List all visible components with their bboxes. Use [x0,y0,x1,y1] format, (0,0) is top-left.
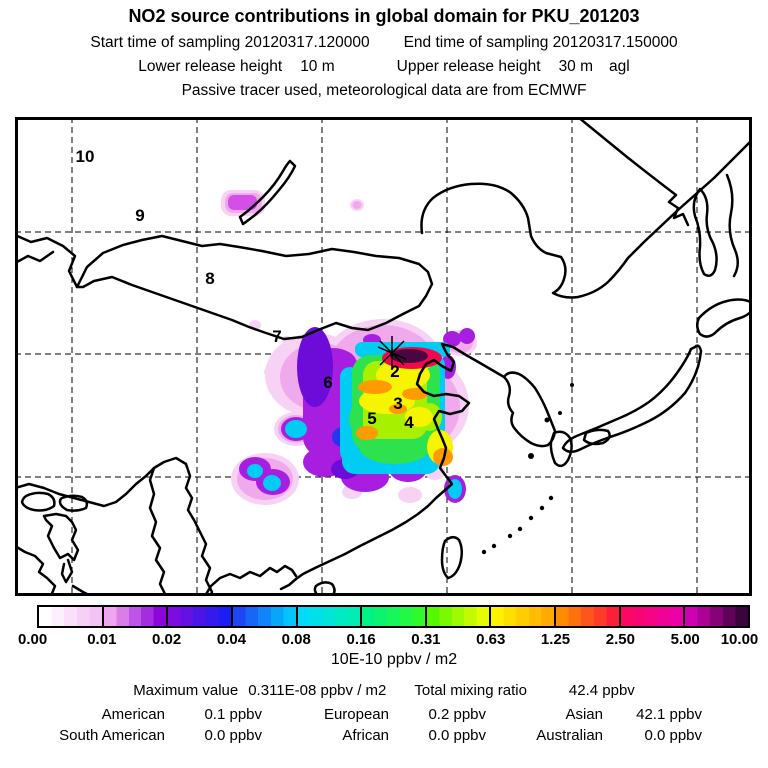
stat-label: African [342,727,389,744]
region-label-9: 9 [135,206,145,225]
release-heights-line [0,58,768,76]
colorbar-unit: 10E-10 ppbv / m2 [330,651,458,668]
small-islands [482,383,574,554]
colorbar-segment-4 [296,607,361,626]
colorbar-tick-1.25: 1.25 [540,631,571,648]
region-label-8: 8 [205,269,215,288]
stats-summary-line [0,682,768,699]
sampling-times-line [0,34,768,52]
total-mixing-value: 42.4 ppbv [568,682,635,699]
total-mixing-label: Total mixing ratio [414,682,527,699]
vietnam-border [205,566,296,596]
okhotsk-coast [578,117,688,225]
stat-value: 0.0 ppbv [428,727,486,744]
colorbar-tick-0.00: 0.00 [18,631,48,648]
region-label-6: 6 [323,373,333,392]
colorbar-tick-5.00: 5.00 [670,631,700,648]
honshu-island [563,346,701,452]
stat-label: Asian [565,706,603,723]
stat-label: American [101,706,165,723]
stat-label: South American [59,727,165,744]
colorbar-tick-0.31: 0.31 [411,631,441,648]
map-panel [15,117,752,596]
stat-value: 0.0 ppbv [204,727,262,744]
myanmar-border [150,468,166,596]
colorbar-segment-3 [231,607,296,626]
stat-label: European [323,706,389,723]
region-label-10: 10 [75,147,95,166]
colorbar-tick-0.04: 0.04 [216,631,247,648]
colorbar-tick-2.50: 2.50 [605,631,635,648]
colorbar-segment-10 [683,607,748,626]
stat-value: 0.2 ppbv [428,706,486,723]
bangladesh-coast [62,560,72,582]
max-value-label: Maximum value [133,682,239,699]
stats-contributions-table [15,706,702,744]
region-label-4: 4 [404,413,414,432]
stat-value: 42.1 ppbv [636,706,702,723]
colorbar-segment-8 [554,607,619,626]
tracer-line: Passive tracer used, meteorological data are from ECMWF [181,82,587,99]
taiwan-island [442,537,462,578]
max-value: 0.311E-08 ppbv / m2 [248,682,387,699]
colorbar-tick-0.08: 0.08 [281,631,311,648]
colorbar-segment-2 [166,607,231,626]
region-label-5: 5 [367,409,377,428]
upper-release-label: Upper release height [396,58,541,75]
upper-release-value: 30 m [558,58,594,75]
lower-release-value: 10 m [300,58,335,75]
stat-label: Australian [536,727,603,744]
stat-value: 0.1 ppbv [204,706,262,723]
agl-text: agl [609,58,630,75]
region-label-7: 7 [272,327,282,346]
colorbar-tick-10.00: 10.00 [720,631,759,648]
colorbar-segment-9 [619,607,684,626]
amur-border [421,140,752,298]
colorbar-tick-labels [18,631,759,649]
sakhalin-east-strand [727,175,738,276]
stat-value: 0.0 ppbv [644,727,702,744]
hokkaido-island [697,300,752,337]
page-title: NO2 source contributions in global domain for PKU_201203 [128,6,640,26]
colorbar-tick-0.01: 0.01 [87,631,117,648]
korea-peninsula [504,373,555,447]
region-label-3: 3 [393,394,403,413]
colorbar [37,605,750,628]
nepal-border [22,493,54,511]
start-time-text: Start time of sampling 20120317.120000 [90,34,370,51]
colorbar-segment-6 [425,607,490,626]
colorbar-tick-0.63: 0.63 [476,631,506,648]
colorbar-segment-0 [39,607,102,626]
colorbar-segment-7 [489,607,554,626]
border-west-lines2 [15,252,53,263]
colorbar-segment-1 [102,607,167,626]
colorbar-tick-0.16: 0.16 [346,631,376,648]
region-label-2: 2 [390,362,400,381]
end-time-text: End time of sampling 20120317.150000 [403,34,678,51]
colorbar-segment-5 [360,607,425,626]
southwest-coast1 [15,546,55,596]
bangladesh-border [44,514,78,560]
lower-release-label: Lower release height [138,58,283,75]
border-west-lines [15,235,77,287]
colorbar-tick-0.02: 0.02 [152,631,182,648]
